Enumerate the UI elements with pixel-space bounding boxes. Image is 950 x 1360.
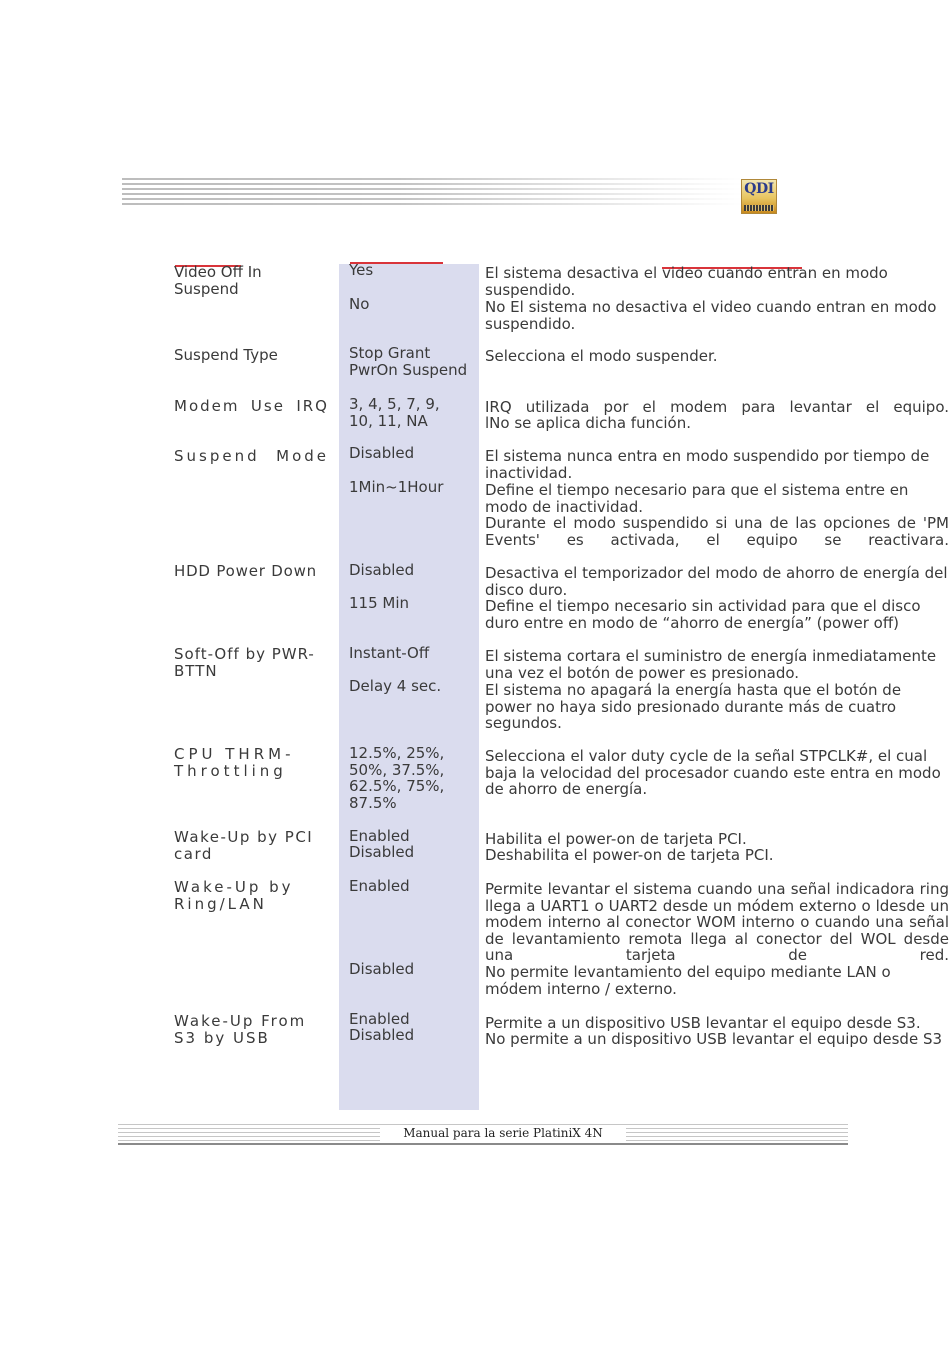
option-description: Permite levantar el sistema cuando una señal indicadora ring llega a UART1 o UART2 desde un módem externo o ldesde un modem interno al conector WOM interno o cuando una señal de levantamiento remota llega al conector del WOL desde una tarjeta de red. <box>485 880 949 964</box>
option-value: 12.5%, 25%, 50%, 37.5%, 62.5%, 75%, 87.5% <box>349 744 445 812</box>
setting-name-wake-up-by-ring-lan: Wake-Up by Ring/LAN <box>174 878 294 913</box>
setting-name-hdd-power-down: HDD Power Down <box>174 562 317 580</box>
option-description: Define el tiempo necesario para que el sistema entre en modo de inactividad. <box>485 481 909 516</box>
option-description: Selecciona el modo suspender. <box>485 347 718 365</box>
option-description: Habilita el power-on de tarjeta PCI. <box>485 830 747 848</box>
option-description: Define el tiempo necesario sin actividad para que el disco duro entre en modo de “ahorro de energía” (power off) <box>485 597 921 632</box>
footer-title: Manual para la serie PlatiniX 4N <box>380 1125 626 1141</box>
footer-divider <box>118 1143 848 1145</box>
option-description: IRQ utilizada por el modem para levantar el equipo. <box>485 398 949 416</box>
option-value: 115 Min <box>349 594 410 612</box>
logo-barcode-stripe <box>744 205 774 211</box>
option-value: 1Min~1Hour <box>349 478 444 496</box>
setting-name-suspend-mode: Suspend Mode <box>174 447 329 465</box>
option-value: PwrOn Suspend <box>349 361 468 379</box>
option-value: Disabled <box>349 444 415 462</box>
option-description: No permite levantamiento del equipo mediante LAN o módem interno / externo. <box>485 963 891 998</box>
option-value: Instant-Off <box>349 644 430 662</box>
option-value: Disabled <box>349 1026 415 1044</box>
option-value: Disabled <box>349 960 415 978</box>
option-value: Stop Grant <box>349 344 431 362</box>
setting-name-cpu-thrm-throttling: CPU THRM-Throttling <box>174 745 295 780</box>
option-description: El sistema nunca entra en modo suspendido por tiempo de inactividad. <box>485 447 930 482</box>
option-value: Delay 4 sec. <box>349 677 442 695</box>
setting-name-video-off-in-suspend: Video Off In Suspend <box>174 263 262 298</box>
option-value: 3, 4, 5, 7, 9, 10, 11, NA <box>349 395 440 430</box>
option-description: Deshabilita el power-on de tarjeta PCI. <box>485 846 774 864</box>
option-description: Desactiva el temporizador del modo de ahorro de energía del disco duro. <box>485 564 948 599</box>
option-description: Permite a un dispositivo USB levantar el equipo desde S3. <box>485 1014 921 1032</box>
qdi-logo-icon <box>741 179 777 214</box>
setting-name-wake-up-from-s3-by-usb: Wake-Up From S3 by USB <box>174 1012 307 1047</box>
option-value: Enabled <box>349 827 410 845</box>
option-value: Enabled <box>349 877 410 895</box>
setting-name-suspend-type: Suspend Type <box>174 346 278 364</box>
option-description: No El sistema no desactiva el video cuando entran en modo suspendido. <box>485 298 937 333</box>
logo-text: QDI <box>744 181 774 197</box>
option-value: Yes <box>349 261 374 279</box>
option-value: Disabled <box>349 843 415 861</box>
option-description: El sistema desactiva el video cuando entran en modo suspendido. <box>485 264 888 299</box>
option-description: Durante el modo suspendido si una de las opciones de 'PM Events' es activada, el equipo se reactivara. <box>485 514 949 549</box>
option-value: Enabled <box>349 1010 410 1028</box>
option-description: El sistema no apagará la energía hasta que el botón de power no haya sido presionado durante más de cuatro segundos. <box>485 681 902 732</box>
setting-name-wake-up-by-pci-card: Wake-Up by PCI card <box>174 828 314 863</box>
option-description: Selecciona el valor duty cycle de la señal STPCLK#, el cual baja la velocidad del procesador cuando este entra en modo de ahorro de energía. <box>485 747 941 798</box>
option-description: El sistema cortara el suministro de energía inmediatamente una vez el botón de power es presionado. <box>485 647 937 682</box>
setting-name-soft-off-by-pwr-bttn: Soft-Off by PWR-BTTN <box>174 645 315 680</box>
option-value: Disabled <box>349 561 415 579</box>
option-description: lNo se aplica dicha función. <box>485 414 691 432</box>
option-description: No permite a un dispositivo USB levantar el equipo desde S3 <box>485 1030 943 1048</box>
setting-name-modem-use-irq: Modem Use IRQ <box>174 397 329 415</box>
option-value: No <box>349 295 370 313</box>
header-decorative-band <box>122 178 742 208</box>
